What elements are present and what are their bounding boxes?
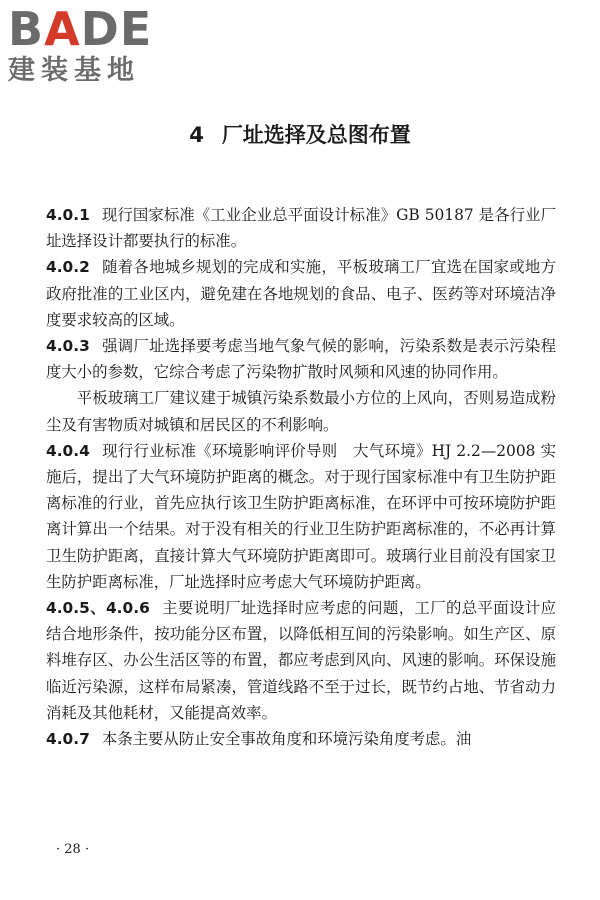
clause-4-0-2	[46, 254, 556, 333]
clause-number: 4.0.7	[46, 730, 90, 749]
logo-letters-de: DE	[80, 2, 153, 56]
clause-text: 主要说明厂址选择时应考虑的问题，工厂的总平面设计应结合地形条件，按功能分区布置，以降低相互间的污染影响。如生产区、原料堆存区、办公生活区等的布置，都应考虑到风向、风速的影响。环保设施临近污染源，这样布局紧凑，管道线路不至于过长，既节约占地、节省动力消耗及其他耗材，又能提高效率。	[46, 599, 556, 722]
clause-number: 4.0.1	[46, 206, 90, 224]
clause-number: 4.0.4	[46, 441, 90, 460]
chapter-number: 4	[189, 123, 204, 147]
page-body	[46, 202, 556, 752]
clause-text: 强调厂址选择要考虑当地气象气候的影响，污染系数是表示污染程度大小的参数，它综合考虑了污染物扩散时风频和风速的协同作用。	[46, 337, 556, 382]
clause-4-0-3-continuation	[46, 385, 556, 437]
bade-logo	[8, 4, 178, 88]
clause-text: 平板玻璃工厂建议建于城镇污染系数最小方位的上风向，否则易造成粉尘及有害物质对城镇和居民区的不利影响。	[46, 389, 556, 434]
logo-wordmark	[8, 4, 178, 54]
logo-letter-a: A	[44, 2, 81, 56]
clause-4-0-4	[46, 438, 556, 595]
clause-4-0-3	[46, 333, 556, 385]
clause-4-0-1	[46, 202, 556, 254]
clause-text: 随着各地城乡规划的完成和实施，平板玻璃工厂宜选在国家或地方政府批准的工业区内，避免建在各地规划的食品、电子、医药等对环境洁净度要求较高的区域。	[46, 258, 556, 329]
chapter-title	[0, 120, 600, 150]
page-number: · 28 ·	[56, 842, 90, 857]
clause-number: 4.0.2	[46, 258, 90, 277]
clause-text: 现行行业标准《环境影响评价导则 大气环境》HJ 2.2—2008 实施后，提出了大气环境防护距离的概念。对于现行国家标准中有卫生防护距离标准的行业，首先应执行该卫生防护距离标准，在环评中可按环境防护距离计算出一个结果。对于没有相关的行业卫生防护距离标准的，不必再计算卫生防护距离，直接计算大气环境防护距离即可。玻璃行业目前没有国家卫生防护距离标准，厂址选择时应考虑大气环境防护距离。	[46, 441, 556, 591]
clause-text: 本条主要从防止安全事故角度和环境污染角度考虑。油	[101, 730, 472, 749]
logo-letter-b: B	[8, 2, 45, 56]
clause-number: 4.0.3	[46, 337, 90, 356]
logo-subtitle: 建装基地	[8, 55, 140, 86]
chapter-title-text: 厂址选择及总图布置	[221, 123, 411, 147]
clause-4-0-7	[46, 726, 556, 752]
clause-number: 4.0.5、4.0.6	[46, 599, 150, 618]
clause-text: 现行国家标准《工业企业总平面设计标准》GB 50187 是各行业厂址选择设计都要执行的标准。	[46, 206, 556, 251]
clause-4-0-5-4-0-6	[46, 595, 556, 726]
